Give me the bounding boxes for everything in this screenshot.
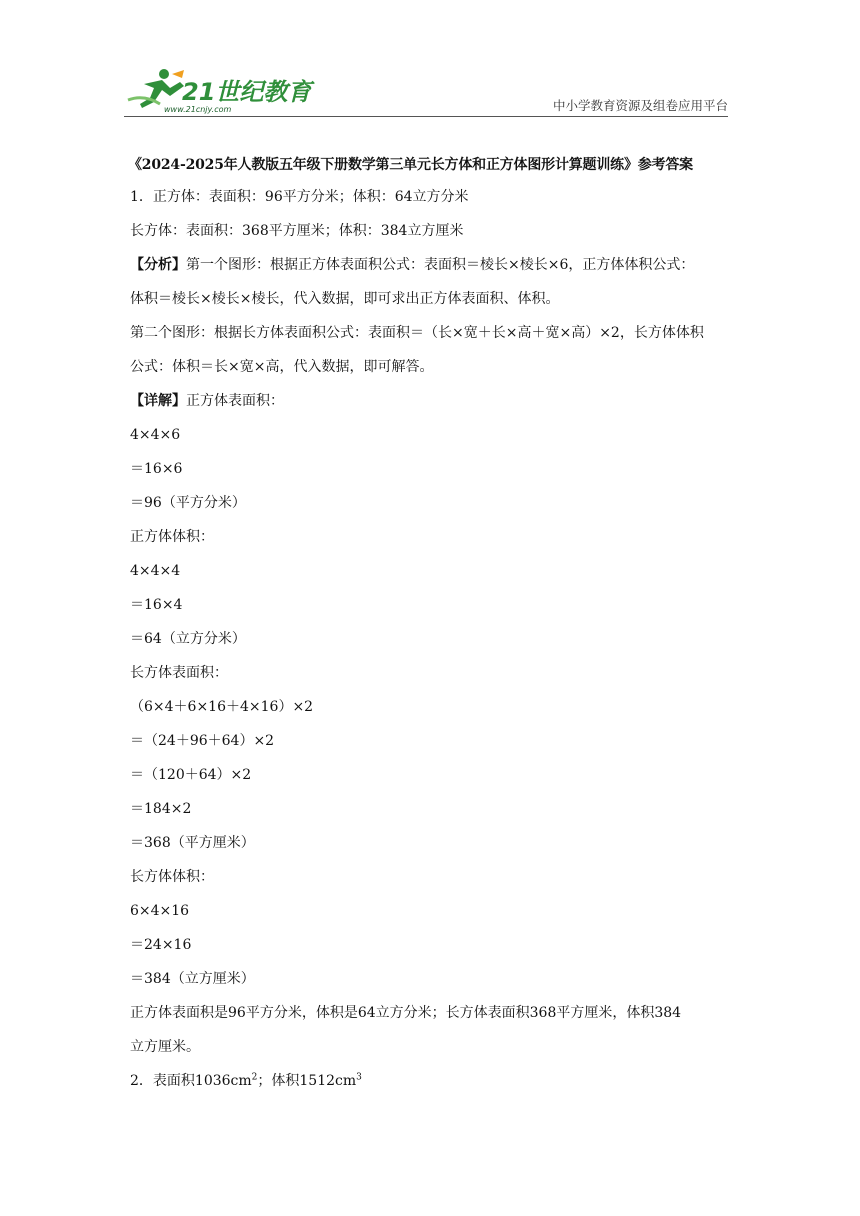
calc-line: ＝368（平方厘米） xyxy=(130,835,255,851)
analysis-line: 体积＝棱长×棱长×棱长，代入数据，即可求出正方体表面积、体积。 xyxy=(130,291,560,307)
runner-logo-icon xyxy=(124,66,312,114)
answer-part: ；体积1512cm xyxy=(257,1073,357,1089)
calc-line: 4×4×4 xyxy=(130,563,181,579)
calc-line: ＝96（平方分米） xyxy=(130,495,246,511)
answer-part: 2．表面积1036cm xyxy=(130,1073,252,1089)
platform-name: 中小学教育资源及组卷应用平台 xyxy=(552,98,728,113)
calc-line: 6×4×16 xyxy=(130,903,190,919)
answer-line xyxy=(130,1064,736,1098)
conclusion-line: 正方体表面积是96平方分米，体积是64立方分米；长方体表面积368平方厘米，体积384 xyxy=(130,1005,682,1021)
analysis-line: 公式：体积＝长×宽×高，代入数据，即可解答。 xyxy=(130,359,434,375)
calc-line: 长方体体积： xyxy=(130,869,214,885)
calc-line: ＝184×2 xyxy=(130,801,192,817)
analysis-text: 第一个图形：根据正方体表面积公式：表面积＝棱长×棱长×6，正方体体积公式： xyxy=(186,257,695,273)
answer-line: 1．正方体：表面积：96平方分米；体积：64立方分米 xyxy=(130,189,469,205)
calc-line: 长方体表面积： xyxy=(130,665,228,681)
page-title: 《2024-2025年人教版五年级下册数学第三单元长方体和正方体图形计算题训练》参考答案 xyxy=(128,157,693,173)
superscript: 3 xyxy=(356,1072,362,1083)
answer-line: 长方体：表面积：368平方厘米；体积：384立方厘米 xyxy=(130,223,464,239)
calc-line: ＝24×16 xyxy=(130,937,192,953)
detail-tag: 【详解】 xyxy=(130,393,186,409)
conclusion-line: 立方厘米。 xyxy=(130,1039,200,1055)
calc-line: ＝16×6 xyxy=(130,461,183,477)
calc-line: ＝16×4 xyxy=(130,597,183,613)
logo xyxy=(124,66,312,114)
detail-text: 正方体表面积： xyxy=(186,393,284,409)
page-header xyxy=(124,66,728,118)
analysis-tag: 【分析】 xyxy=(130,257,186,273)
header-divider xyxy=(124,116,728,117)
calc-line: ＝64（立方分米） xyxy=(130,631,246,647)
detail-line xyxy=(130,384,736,418)
calc-line: ＝（24＋96＋64）×2 xyxy=(130,733,275,749)
logo-url: www.21cnjy.com xyxy=(164,105,232,114)
calc-line: 正方体体积： xyxy=(130,529,214,545)
answer-document xyxy=(130,150,736,1098)
calc-line: ＝（120＋64）×2 xyxy=(130,767,252,783)
calc-line: （6×4＋6×16＋4×16）×2 xyxy=(130,699,314,715)
analysis-line: 第二个图形：根据长方体表面积公式：表面积＝（长×宽＋长×高＋宽×高）×2，长方体体积 xyxy=(130,325,704,341)
logo-wordmark: 21世纪教育 xyxy=(182,78,312,106)
superscript: 2 xyxy=(251,1072,258,1083)
analysis-line xyxy=(130,248,736,282)
calc-line: ＝384（立方厘米） xyxy=(130,971,255,987)
calc-line: 4×4×6 xyxy=(130,427,181,443)
